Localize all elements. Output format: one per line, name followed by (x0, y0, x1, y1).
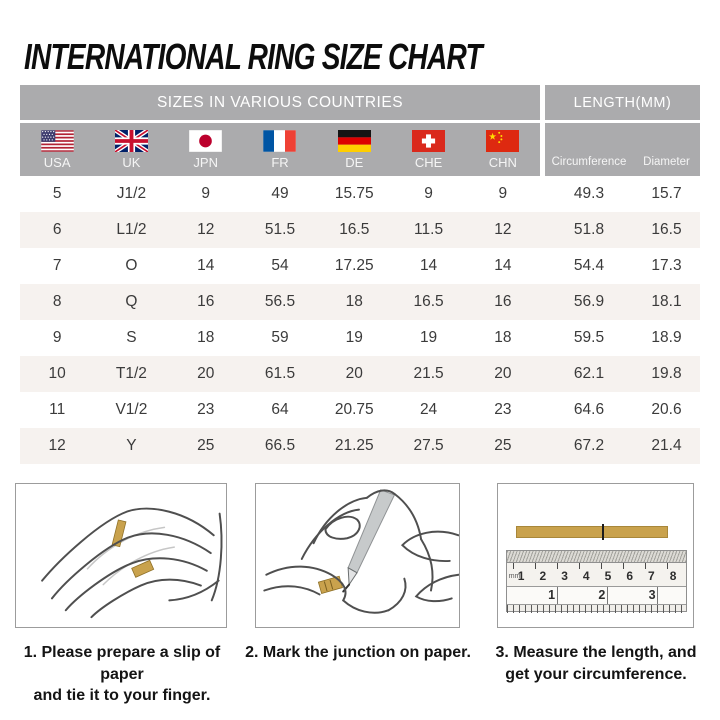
page-title: INTERNATIONAL RING SIZE CHART (24, 36, 482, 77)
table-cell: 12 (197, 221, 215, 238)
table-cell: L1/2 (116, 221, 147, 238)
table-cell: 9 (52, 329, 62, 346)
table-cell: 49.3 (573, 185, 605, 202)
country-column-che (391, 123, 465, 176)
table-cell: 23 (197, 401, 215, 418)
table-cell: 11.5 (414, 221, 444, 238)
ruler-inch-tick (557, 587, 558, 604)
ruler-cm-number: 4 (582, 569, 590, 583)
table-cell: 18.9 (651, 329, 682, 346)
table-group-header (20, 85, 700, 120)
table-cell: 27.5 (413, 437, 444, 454)
china-flag-icon (486, 130, 519, 152)
table-row (20, 212, 700, 248)
table-cell: 16 (197, 293, 215, 310)
table-cell: 20.75 (334, 401, 374, 418)
table-cell: 21.5 (413, 365, 444, 382)
table-cell: S (126, 329, 137, 346)
table-cell: 54.4 (573, 257, 605, 274)
table-cell: 20 (345, 365, 363, 382)
table-cell: 66.5 (264, 437, 296, 454)
country-code: DE (345, 155, 364, 170)
country-code: USA (43, 155, 71, 170)
length-subheaders (545, 123, 700, 176)
table-cell: 12 (494, 221, 512, 238)
table-cell: 24 (419, 401, 438, 418)
germany-flag-icon (338, 130, 371, 152)
ruler-cm-number: 2 (539, 569, 547, 583)
table-row (20, 284, 700, 320)
table-cell: 21.25 (334, 437, 374, 454)
ruler-cm-number: 6 (626, 569, 633, 583)
table-cell: 5 (52, 185, 62, 202)
table-cell: 6 (52, 221, 62, 238)
france-flag-icon (263, 130, 296, 152)
table-cell: 18 (197, 329, 215, 346)
caption-line: 2. Mark the junction on paper. (245, 644, 471, 661)
ruler-cm-number: 8 (669, 569, 677, 583)
table-cell: 67.2 (573, 437, 605, 454)
table-cell: 16 (494, 293, 512, 310)
ring-size-table (20, 85, 700, 464)
table-cell: 14 (419, 257, 438, 274)
table-cell: 56.9 (573, 293, 605, 310)
country-column-uk (94, 123, 168, 176)
ruler-inch-number: 1 (548, 588, 556, 602)
table-row (20, 356, 700, 392)
diameter-header: Diameter (643, 156, 690, 168)
caption-line: 1. Please prepare a slip of paper (23, 644, 221, 683)
table-cell: 19.8 (651, 365, 682, 382)
step-1-figure (15, 483, 227, 628)
table-cell: 20 (494, 365, 512, 382)
table-cell: 14 (494, 257, 512, 274)
country-code: CHN (488, 155, 517, 170)
table-cell: 18 (345, 293, 363, 310)
table-cell: 25 (197, 437, 215, 454)
table-cell: 15.7 (651, 185, 682, 202)
table-cell: 21.4 (651, 437, 682, 454)
table-cell: 54 (271, 257, 289, 274)
table-cell: 62.1 (573, 365, 605, 382)
ruler-inch-tick (607, 587, 608, 604)
table-cell: 64 (271, 401, 289, 418)
table-cell: 51.5 (264, 221, 296, 238)
japan-flag-icon (189, 130, 222, 152)
table-cell: 59 (271, 329, 289, 346)
table-cell: 16.5 (651, 221, 682, 238)
table-row (20, 320, 700, 356)
step-3-caption (476, 642, 716, 685)
table-cell: V1/2 (115, 401, 148, 418)
table-cell: 20.6 (651, 401, 682, 418)
step-3-figure (497, 483, 694, 628)
table-cell: 16.5 (339, 221, 370, 238)
table-cell: T1/2 (115, 365, 147, 382)
table-cell: Q (125, 293, 138, 310)
ruler-icon (506, 550, 687, 612)
table-cell: 49 (271, 185, 289, 202)
hand-marking-paper-icon (256, 484, 459, 627)
ruler-inch-number: 3 (648, 588, 656, 602)
table-cell: 51.8 (573, 221, 605, 238)
table-cell: 18 (494, 329, 512, 346)
ruler-hatch-band (507, 551, 686, 563)
table-cell: 56.5 (264, 293, 296, 310)
table-cell: 9 (201, 185, 211, 202)
country-column-usa (20, 123, 94, 176)
table-cell: 16.5 (413, 293, 444, 310)
table-cell: 59.5 (573, 329, 605, 346)
ruler-cm-number: 5 (604, 569, 612, 583)
country-code: FR (271, 155, 289, 170)
header-sizes-countries: SIZES IN VARIOUS COUNTRIES (20, 85, 540, 120)
table-cell: 14 (197, 257, 215, 274)
switzerland-flag-icon (412, 130, 445, 152)
ruler-inch-tick (657, 587, 658, 604)
table-cell: 9 (424, 185, 433, 202)
country-code: CHE (414, 155, 443, 170)
country-column-chn (466, 123, 540, 176)
table-column-header (20, 123, 700, 176)
ruler-cm-number: 3 (561, 569, 568, 583)
ruler-bottom-ticks (507, 604, 686, 613)
table-cell: 18.1 (651, 293, 682, 310)
paper-strip (516, 526, 668, 538)
ruler-cm-number: 7 (648, 569, 655, 583)
table-cell: O (125, 257, 138, 274)
country-column-jpn (169, 123, 243, 176)
caption-line: 3. Measure the length, and (495, 644, 697, 661)
step-1-caption (0, 642, 244, 707)
table-row (20, 248, 700, 284)
table-cell: 15.75 (334, 185, 374, 202)
table-cell: 64.6 (573, 401, 605, 418)
table-cell: 20 (197, 365, 215, 382)
ruler-unit-label: mm (508, 573, 521, 580)
circumference-header: Circumference (551, 156, 627, 168)
ruler-cm-number: 1 (517, 569, 525, 583)
table-cell: 9 (498, 185, 508, 202)
table-row (20, 176, 700, 212)
strip-mark (602, 524, 604, 540)
table-cell: 17.3 (651, 257, 682, 274)
uk-flag-icon (115, 130, 148, 152)
country-code: UK (122, 155, 141, 170)
step-2-caption (238, 642, 478, 664)
caption-line: get your circumference. (505, 665, 687, 683)
step-2-figure (255, 483, 460, 628)
table-cell: 61.5 (264, 365, 296, 382)
country-code: JPN (193, 155, 218, 170)
header-length-mm: LENGTH(MM) (545, 85, 700, 120)
caption-line: and tie it to your finger. (33, 687, 211, 705)
usa-flag-icon (41, 130, 74, 152)
table-cell: 19 (345, 329, 363, 346)
table-row (20, 392, 700, 428)
ruler-cm-band (507, 563, 686, 587)
table-cell: Y (126, 437, 137, 454)
ruler-inch-number: 2 (598, 588, 606, 602)
hand-with-paper-strip-icon (16, 484, 226, 627)
table-cell: 25 (494, 437, 512, 454)
table-cell: 23 (494, 401, 512, 418)
table-cell: 8 (52, 293, 62, 310)
table-cell: 11 (49, 401, 66, 418)
table-cell: 12 (48, 437, 66, 454)
country-column-de (317, 123, 391, 176)
table-cell: J1/2 (116, 185, 147, 202)
table-cell: 19 (419, 329, 438, 346)
country-column-fr (243, 123, 317, 176)
table-row (20, 428, 700, 464)
table-cell: 7 (52, 257, 62, 274)
table-cell: 17.25 (334, 257, 374, 274)
table-cell: 10 (48, 365, 66, 382)
ruler-inch-band (507, 587, 686, 604)
